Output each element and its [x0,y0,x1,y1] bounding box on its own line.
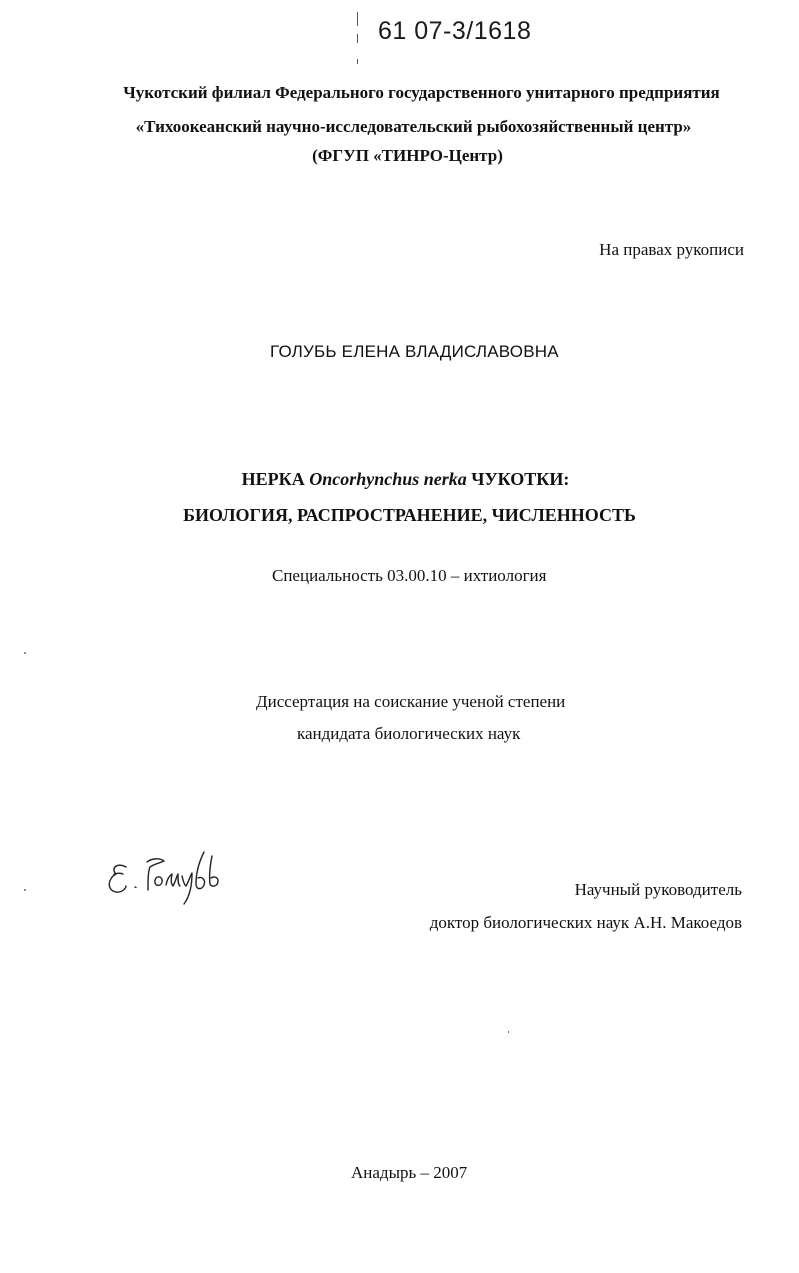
dissertation-line-2: кандидата биологических наук [297,724,521,743]
thesis-title-line-2: БИОЛОГИЯ, РАСПРОСТРАНЕНИЕ, ЧИСЛЕННОСТЬ [183,505,636,525]
archive-number: 61 07-3/1618 [378,17,532,45]
scan-speck [24,889,26,891]
stamp-mark [357,12,358,26]
scan-speck [508,1031,509,1033]
advisor-label: Научный руководитель [574,880,742,899]
title-prefix: НЕРКА [241,469,305,489]
title-latin-name: Oncorhynchus nerka [309,469,467,489]
organization-line-1: Чукотский филиал Федерального государственного унитарного предприятия [123,83,720,102]
specialty: Специальность 03.00.10 – ихтиология [272,566,547,585]
title-suffix: ЧУКОТКИ: [471,469,570,489]
stamp-mark [357,59,358,64]
handwritten-signature [104,840,234,910]
rights-note: На правах рукописи [599,240,744,259]
scan-speck [24,652,26,654]
stamp-mark [357,34,358,43]
author-name: ГОЛУБЬ ЕЛЕНА ВЛАДИСЛАВОВНА [270,342,559,361]
place-and-year: Анадырь – 2007 [351,1163,468,1182]
organization-line-2: «Тихоокеанский научно-исследовательский рыбохозяйственный центр» [135,117,692,136]
advisor-name: доктор биологических наук А.Н. Макоедов [429,913,742,932]
dissertation-line-1: Диссертация на соискание ученой степени [256,692,566,711]
organization-line-3: (ФГУП «ТИНРО-Центр) [312,146,503,165]
thesis-title-line-1 [6,469,799,490]
